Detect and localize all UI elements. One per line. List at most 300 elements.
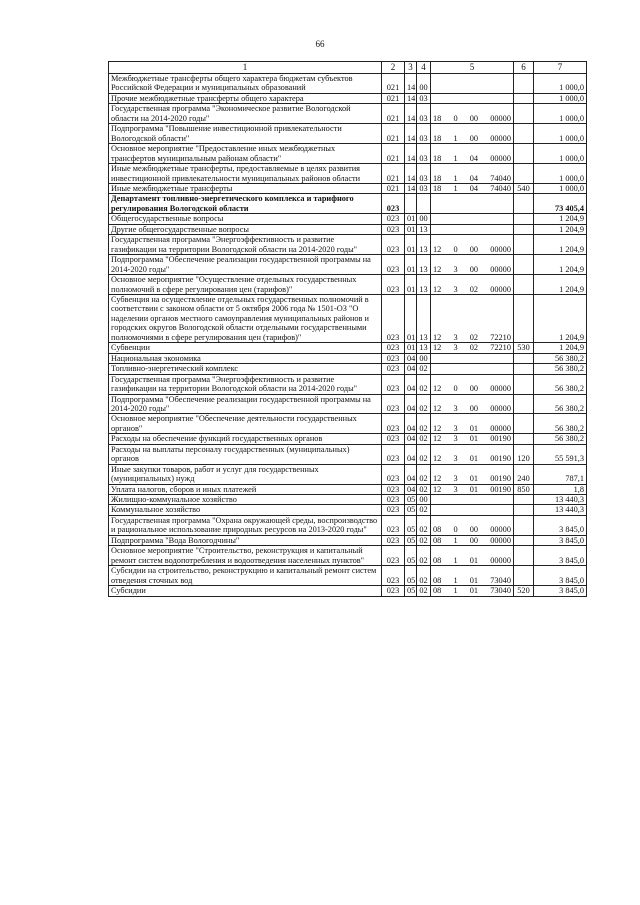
row-name: Государственная программа "Энергоэффективность и развитие газификации на территории Вологодской области на 2014-2020 годы"	[109, 374, 382, 394]
row-csr-parts	[433, 424, 511, 433]
row-name: Межбюджетные трансферты общего характера бюджетам субъектов Российской Федерации и муниципальных образований	[109, 74, 382, 94]
row-amount: 56 380,2	[534, 353, 587, 363]
row-csr-part: 0	[453, 384, 458, 394]
row-csr-part: 3	[453, 454, 458, 464]
row-ved: 023	[382, 224, 405, 234]
row-csr-part: 12	[433, 484, 442, 494]
row-pr: 02	[417, 434, 431, 444]
row-vr	[514, 515, 534, 535]
row-amount: 1 204,9	[534, 275, 587, 295]
row-pr: 03	[417, 124, 431, 144]
row-csr-part: 00	[469, 264, 479, 274]
row-csr-part: 04	[469, 183, 479, 193]
row-csr-part: 00190	[490, 474, 511, 484]
row-pr: 03	[417, 183, 431, 193]
row-vr: 540	[514, 183, 534, 193]
row-csr-part: 01	[469, 434, 479, 444]
row-vr	[514, 495, 534, 505]
row-pr: 02	[417, 394, 431, 414]
row-csr	[431, 505, 514, 515]
row-rz: 04	[405, 414, 417, 434]
row-csr-part: 3	[453, 423, 458, 433]
row-vr	[514, 74, 534, 94]
row-csr	[431, 124, 514, 144]
row-csr-parts	[433, 343, 511, 352]
row-vr	[514, 144, 534, 164]
row-pr: 02	[417, 484, 431, 494]
row-csr-part: 00000	[490, 284, 511, 294]
row-csr-part: 00000	[490, 403, 511, 413]
row-vr	[514, 394, 534, 414]
row-rz: 14	[405, 93, 417, 103]
row-name: Подпрограмма "Обеспечение реализации государственной программы на 2014-2020 годы"	[109, 394, 382, 414]
row-csr-part: 12	[433, 423, 442, 433]
row-pr: 02	[417, 364, 431, 374]
row-csr-part: 3	[453, 332, 458, 342]
row-rz: 14	[405, 164, 417, 184]
row-csr-part: 73040	[490, 575, 511, 585]
row-csr-part: 0	[453, 244, 458, 254]
row-ved: 023	[382, 394, 405, 414]
row-ved: 023	[382, 505, 405, 515]
row-rz: 01	[405, 255, 417, 275]
row-rz: 05	[405, 586, 417, 596]
row-ved: 023	[382, 255, 405, 275]
row-rz: 04	[405, 374, 417, 394]
row-csr-part: 01	[469, 474, 479, 484]
row-name: Основное мероприятие "Обеспечение деятельности государственных органов"	[109, 414, 382, 434]
row-csr-part: 18	[433, 153, 442, 163]
row-ved: 023	[382, 515, 405, 535]
row-csr-parts	[433, 245, 511, 254]
row-name: Жилищно-коммунальное хозяйство	[109, 495, 382, 505]
column-header-row	[109, 62, 587, 74]
row-amount: 73 405,4	[534, 194, 587, 214]
row-csr-part: 72210	[490, 343, 511, 353]
row-csr-part: 00000	[490, 113, 511, 123]
table-row	[109, 144, 587, 164]
row-vr	[514, 505, 534, 515]
table-row	[109, 224, 587, 234]
table-row	[109, 104, 587, 124]
row-name: Прочие межбюджетные трансферты общего характера	[109, 93, 382, 103]
row-ved: 023	[382, 586, 405, 596]
table-row	[109, 505, 587, 515]
row-csr	[431, 546, 514, 566]
row-csr-part: 08	[433, 525, 442, 535]
row-csr-part: 00000	[490, 153, 511, 163]
row-name: Иные межбюджетные трансферты, предоставляемые в целях развития инвестиционной привлекательности муниципальных районов области	[109, 164, 382, 184]
row-ved: 023	[382, 464, 405, 484]
row-csr-part: 00190	[490, 434, 511, 444]
row-csr	[431, 343, 514, 353]
row-pr: 02	[417, 586, 431, 596]
row-csr-part: 04	[469, 153, 479, 163]
row-ved: 023	[382, 343, 405, 353]
row-csr-parts	[433, 586, 511, 595]
row-rz: 01	[405, 294, 417, 342]
row-name: Другие общегосударственные вопросы	[109, 224, 382, 234]
table-row	[109, 394, 587, 414]
page-number: 66	[315, 39, 325, 49]
row-rz: 14	[405, 183, 417, 193]
row-pr: 13	[417, 235, 431, 255]
row-csr-part: 12	[433, 332, 442, 342]
row-ved: 023	[382, 444, 405, 464]
row-rz: 01	[405, 224, 417, 234]
row-rz: 01	[405, 275, 417, 295]
row-csr-part: 72210	[490, 332, 511, 342]
row-csr	[431, 434, 514, 444]
row-vr	[514, 353, 534, 363]
row-csr-part: 00	[469, 535, 479, 545]
row-vr	[514, 434, 534, 444]
row-csr-part: 3	[453, 284, 458, 294]
row-csr	[431, 566, 514, 586]
row-name: Подпрограмма "Повышение инвестиционной привлекательности Вологодской области"	[109, 124, 382, 144]
row-csr-part: 00	[469, 525, 479, 535]
row-vr: 530	[514, 343, 534, 353]
row-csr-part: 00	[469, 403, 479, 413]
row-csr-part: 12	[433, 454, 442, 464]
row-ved: 023	[382, 566, 405, 586]
row-rz: 05	[405, 505, 417, 515]
row-rz: 04	[405, 364, 417, 374]
row-ved: 021	[382, 144, 405, 164]
row-csr	[431, 164, 514, 184]
row-rz: 01	[405, 214, 417, 224]
table-row	[109, 484, 587, 494]
row-csr-part: 1	[453, 555, 458, 565]
row-csr	[431, 224, 514, 234]
row-rz: 14	[405, 124, 417, 144]
table-body	[109, 62, 587, 597]
row-csr-parts	[433, 404, 511, 413]
table-row	[109, 495, 587, 505]
row-csr	[431, 484, 514, 494]
row-ved: 021	[382, 93, 405, 103]
column-header-pr: 4	[417, 62, 431, 74]
row-csr-part: 12	[433, 403, 442, 413]
row-vr: 240	[514, 464, 534, 484]
row-csr-part: 1	[453, 586, 458, 596]
row-name: Подпрограмма "Вода Вологодчины"	[109, 535, 382, 545]
row-amount: 3 845,0	[534, 515, 587, 535]
row-csr-parts	[433, 525, 511, 534]
table-row	[109, 164, 587, 184]
row-rz: 04	[405, 444, 417, 464]
row-csr-part: 01	[469, 555, 479, 565]
row-amount: 56 380,2	[534, 394, 587, 414]
row-rz: 14	[405, 144, 417, 164]
row-csr-part: 00	[469, 244, 479, 254]
row-csr-part: 01	[469, 586, 479, 596]
row-amount: 56 380,2	[534, 434, 587, 444]
row-csr	[431, 235, 514, 255]
row-name: Коммунальное хозяйство	[109, 505, 382, 515]
row-csr-part: 3	[453, 474, 458, 484]
row-amount: 1 000,0	[534, 124, 587, 144]
column-header-vr: 6	[514, 62, 534, 74]
row-csr-part: 12	[433, 343, 442, 353]
row-csr-part: 1	[453, 575, 458, 585]
table-row	[109, 353, 587, 363]
row-pr: 03	[417, 104, 431, 124]
row-rz: 14	[405, 74, 417, 94]
column-header-rz: 3	[405, 62, 417, 74]
row-amount: 13 440,3	[534, 505, 587, 515]
budget-table	[108, 61, 587, 597]
row-ved: 023	[382, 535, 405, 545]
table-row	[109, 74, 587, 94]
row-amount: 1 000,0	[534, 93, 587, 103]
row-name: Основное мероприятие "Строительство, реконструкция и капитальный ремонт систем водопотребления и водоотведения населенных пунктов"	[109, 546, 382, 566]
row-pr	[417, 194, 431, 214]
row-rz: 01	[405, 343, 417, 353]
table-row	[109, 235, 587, 255]
row-csr	[431, 275, 514, 295]
row-rz: 04	[405, 394, 417, 414]
row-csr-part: 00000	[490, 555, 511, 565]
table-row	[109, 414, 587, 434]
table-row	[109, 93, 587, 103]
column-header-csr: 5	[431, 62, 514, 74]
row-csr-part: 08	[433, 575, 442, 585]
row-csr-part: 3	[453, 264, 458, 274]
row-amount: 1 204,9	[534, 235, 587, 255]
row-pr: 02	[417, 414, 431, 434]
row-pr: 02	[417, 515, 431, 535]
row-csr-parts	[433, 454, 511, 463]
row-csr-parts	[433, 474, 511, 483]
row-amount: 56 380,2	[534, 374, 587, 394]
row-rz: 05	[405, 566, 417, 586]
row-ved: 021	[382, 104, 405, 124]
row-csr	[431, 144, 514, 164]
row-pr: 02	[417, 444, 431, 464]
row-name: Субсидии	[109, 586, 382, 596]
row-csr	[431, 394, 514, 414]
row-csr	[431, 93, 514, 103]
row-amount: 787,1	[534, 464, 587, 484]
row-csr-part: 01	[469, 575, 479, 585]
row-name: Иные закупки товаров, работ и услуг для государственных (муниципальных) нужд	[109, 464, 382, 484]
row-name: Субсидии на строительство, реконструкцию и капитальный ремонт систем отведения сточных вод	[109, 566, 382, 586]
row-ved: 021	[382, 124, 405, 144]
row-vr	[514, 414, 534, 434]
column-header-ved: 2	[382, 62, 405, 74]
row-csr	[431, 294, 514, 342]
row-vr	[514, 255, 534, 275]
row-pr: 00	[417, 353, 431, 363]
row-name: Расходы на обеспечение функций государственных органов	[109, 434, 382, 444]
row-vr: 850	[514, 484, 534, 494]
row-csr-parts	[433, 265, 511, 274]
row-pr: 13	[417, 224, 431, 234]
row-csr-parts	[433, 556, 511, 565]
table-row	[109, 515, 587, 535]
row-csr	[431, 104, 514, 124]
table-row	[109, 214, 587, 224]
row-csr	[431, 74, 514, 94]
row-vr	[514, 194, 534, 214]
row-csr	[431, 515, 514, 535]
row-name: Иные межбюджетные трансферты	[109, 183, 382, 193]
row-rz: 01	[405, 235, 417, 255]
row-vr	[514, 294, 534, 342]
row-name: Общегосударственные вопросы	[109, 214, 382, 224]
row-rz: 05	[405, 546, 417, 566]
row-name: Основное мероприятие "Осуществление отдельных государственных полномочий в сфере регулирования цен (тарифов)"	[109, 275, 382, 295]
row-name: Уплата налогов, сборов и иных платежей	[109, 484, 382, 494]
row-amount: 1 204,9	[534, 214, 587, 224]
row-csr-part: 00000	[490, 244, 511, 254]
row-csr-parts	[433, 114, 511, 123]
row-csr	[431, 364, 514, 374]
row-csr-part: 1	[453, 173, 458, 183]
row-name: Расходы на выплаты персоналу государственных (муниципальных) органов	[109, 444, 382, 464]
row-amount: 1 204,9	[534, 224, 587, 234]
row-csr	[431, 353, 514, 363]
row-csr-part: 12	[433, 244, 442, 254]
row-vr	[514, 214, 534, 224]
row-ved: 023	[382, 214, 405, 224]
row-csr-part: 02	[469, 343, 479, 353]
row-csr-parts	[433, 536, 511, 545]
row-vr	[514, 546, 534, 566]
row-csr-part: 12	[433, 384, 442, 394]
row-pr: 02	[417, 464, 431, 484]
column-header-amount: 7	[534, 62, 587, 74]
row-ved: 023	[382, 374, 405, 394]
row-name: Субвенции	[109, 343, 382, 353]
row-ved: 023	[382, 434, 405, 444]
row-csr-part: 1	[453, 183, 458, 193]
row-csr-part: 00000	[490, 525, 511, 535]
row-vr	[514, 374, 534, 394]
row-name: Национальная экономика	[109, 353, 382, 363]
row-csr-part: 0	[453, 113, 458, 123]
row-csr-part: 02	[469, 332, 479, 342]
table-row	[109, 275, 587, 295]
row-pr: 03	[417, 93, 431, 103]
row-ved: 023	[382, 414, 405, 434]
row-csr-part: 18	[433, 173, 442, 183]
row-amount: 1,8	[534, 484, 587, 494]
row-csr-part: 00	[469, 113, 479, 123]
row-vr	[514, 93, 534, 103]
row-pr: 13	[417, 343, 431, 353]
row-csr-part: 1	[453, 153, 458, 163]
row-pr: 02	[417, 566, 431, 586]
row-csr	[431, 255, 514, 275]
row-csr-part: 08	[433, 535, 442, 545]
row-csr-part: 12	[433, 474, 442, 484]
row-pr: 02	[417, 505, 431, 515]
row-csr-part: 02	[469, 284, 479, 294]
row-amount: 1 000,0	[534, 74, 587, 94]
row-pr: 02	[417, 374, 431, 394]
row-csr-parts	[433, 333, 511, 342]
row-csr-part: 1	[453, 133, 458, 143]
row-ved: 023	[382, 546, 405, 566]
row-amount: 3 845,0	[534, 566, 587, 586]
row-rz: 04	[405, 484, 417, 494]
row-name: Государственная программа "Энергоэффективность и развитие газификации на территории Вологодской области на 2014-2020 годы"	[109, 235, 382, 255]
row-csr	[431, 374, 514, 394]
row-rz: 05	[405, 495, 417, 505]
row-name: Основное мероприятие "Предоставление иных межбюджетных трансфертов муниципальным районам области"	[109, 144, 382, 164]
row-ved: 023	[382, 235, 405, 255]
row-csr-part: 01	[469, 423, 479, 433]
table-row	[109, 586, 587, 596]
row-rz: 05	[405, 515, 417, 535]
row-csr-part: 00000	[490, 264, 511, 274]
row-amount: 56 380,2	[534, 364, 587, 374]
row-csr-part: 00000	[490, 535, 511, 545]
row-pr: 03	[417, 164, 431, 184]
row-csr-part: 04	[469, 173, 479, 183]
row-csr	[431, 535, 514, 545]
row-amount: 3 845,0	[534, 535, 587, 545]
row-vr	[514, 164, 534, 184]
row-amount: 1 000,0	[534, 183, 587, 193]
row-csr-part: 3	[453, 434, 458, 444]
row-amount: 1 000,0	[534, 104, 587, 124]
row-csr-part: 3	[453, 343, 458, 353]
row-csr-part: 12	[433, 284, 442, 294]
row-csr-part: 18	[433, 133, 442, 143]
row-pr: 00	[417, 214, 431, 224]
row-csr-part: 01	[469, 454, 479, 464]
row-csr	[431, 586, 514, 596]
row-amount: 1 204,9	[534, 255, 587, 275]
row-csr	[431, 414, 514, 434]
row-vr: 520	[514, 586, 534, 596]
row-ved: 023	[382, 484, 405, 494]
row-amount: 1 000,0	[534, 164, 587, 184]
row-csr	[431, 495, 514, 505]
table-row	[109, 124, 587, 144]
row-csr	[431, 444, 514, 464]
row-csr-part: 18	[433, 113, 442, 123]
row-csr-part: 00000	[490, 423, 511, 433]
row-pr: 02	[417, 535, 431, 545]
row-csr-part: 00190	[490, 484, 511, 494]
row-amount: 56 380,2	[534, 414, 587, 434]
row-pr: 00	[417, 495, 431, 505]
row-csr-part: 00190	[490, 454, 511, 464]
row-csr-parts	[433, 184, 511, 193]
row-csr	[431, 214, 514, 224]
row-pr: 00	[417, 74, 431, 94]
row-rz	[405, 194, 417, 214]
row-csr-parts	[433, 174, 511, 183]
row-ved: 023	[382, 364, 405, 374]
table-row	[109, 294, 587, 342]
row-csr-parts	[433, 134, 511, 143]
table-row	[109, 464, 587, 484]
row-amount: 1 204,9	[534, 343, 587, 353]
row-name: Государственная программа "Экономическое развитие Вологодской области на 2014-2020 годы"	[109, 104, 382, 124]
table-row	[109, 183, 587, 193]
row-ved: 021	[382, 74, 405, 94]
row-vr	[514, 275, 534, 295]
row-csr-part: 74040	[490, 183, 511, 193]
row-rz: 05	[405, 535, 417, 545]
table-row	[109, 343, 587, 353]
row-ved: 023	[382, 294, 405, 342]
